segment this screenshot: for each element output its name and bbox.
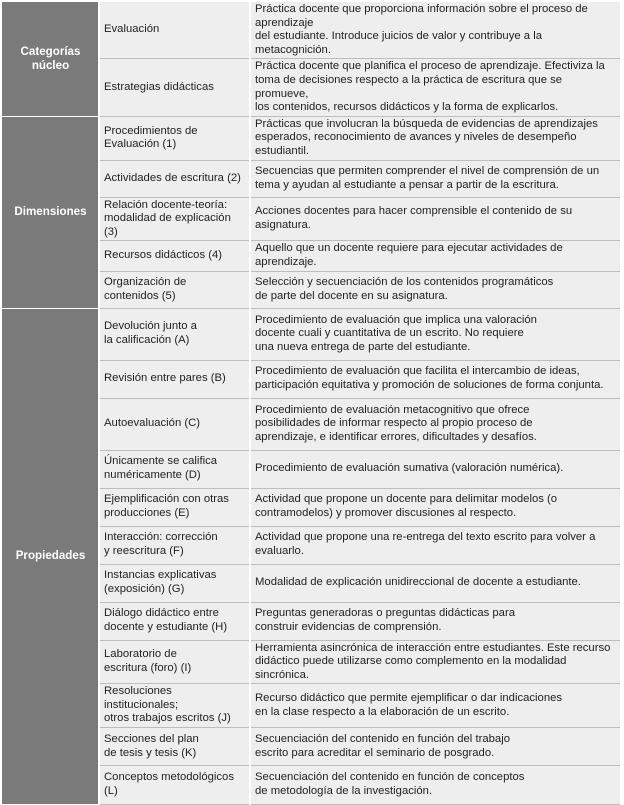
table-row: [2, 2, 620, 59]
definition-cell: Procedimiento de evaluación sumativa (valoración numérica).: [250, 450, 620, 488]
definition-cell: Herramienta asincrónica de interacción entre estudiantes. Este recurso didáctico puede utilizarse como complemento en la modalidad sincrónica.: [250, 640, 620, 684]
term-cell: Interacción: corrección y reescritura (F): [99, 526, 250, 564]
table-row: [2, 116, 620, 160]
definition-cell: Práctica docente que planifica el proceso de aprendizaje. Efectiviza la toma de decisiones respecto a la práctica de escritura que se promueve, los contenidos, recursos didácticos y la forma de explicarlos.: [250, 59, 620, 116]
term-cell: Laboratorio de escritura (foro) (I): [99, 640, 250, 684]
term-cell: Organización de contenidos (5): [99, 271, 250, 308]
definition-cell: Secuenciación del contenido en función del trabajo escrito para acreditar el seminario de posgrado.: [250, 728, 620, 766]
term-cell: Evaluación: [99, 2, 250, 59]
definition-cell: Procedimiento de evaluación que implica una valoración docente cuali y cuantitativa de un escrito. No requiere una nueva entrega de parte del estudiante.: [250, 308, 620, 360]
term-cell: Diálogo didáctico entre docente y estudiante (H): [99, 602, 250, 640]
term-cell: Resoluciones institucionales; otros trabajos escritos (J): [99, 684, 250, 728]
term-cell: Únicamente se califica numéricamente (D): [99, 450, 250, 488]
term-cell: Revisión entre pares (B): [99, 360, 250, 398]
definition-cell: Procedimiento de evaluación metacognitivo que ofrece posibilidades de informar respecto al propio proceso de aprendizaje, e identificar errores, dificultades y desafíos.: [250, 398, 620, 450]
categories-table: [2, 2, 620, 805]
category-cell: Propiedades: [2, 308, 99, 805]
table-row: [2, 308, 620, 360]
term-cell: Devolución junto a la calificación (A): [99, 308, 250, 360]
definition-cell: Selección y secuenciación de los contenidos programáticos de parte del docente en su asignatura.: [250, 271, 620, 308]
term-cell: Instancias explicativas (exposición) (G): [99, 564, 250, 602]
category-cell: Dimensiones: [2, 116, 99, 308]
definition-cell: Secuencias que permiten comprender el nivel de comprensión de un tema y ayudan al estudiante a pensar a partir de la escritura.: [250, 160, 620, 197]
table-body: [2, 2, 620, 805]
definition-cell: Procedimiento de evaluación que facilita el intercambio de ideas, participación equitativa y promoción de soluciones de forma conjunta.: [250, 360, 620, 398]
definition-cell: Preguntas generadoras o preguntas didácticas para construir evidencias de comprensión.: [250, 602, 620, 640]
definition-cell: Práctica docente que proporciona información sobre el proceso de aprendizaje del estudiante. Introduce juicios de valor y contribuye a la metacognición.: [250, 2, 620, 59]
term-cell: Estrategias didácticas: [99, 59, 250, 116]
term-cell: Conceptos metodológicos (L): [99, 766, 250, 805]
term-cell: Recursos didácticos (4): [99, 241, 250, 271]
definition-cell: Modalidad de explicación unidireccional de docente a estudiante.: [250, 564, 620, 602]
definition-cell: Actividad que propone un docente para delimitar modelos (o contramodelos) y promover discusiones al respecto.: [250, 488, 620, 526]
term-cell: Actividades de escritura (2): [99, 160, 250, 197]
term-cell: Ejemplificación con otras producciones (E): [99, 488, 250, 526]
term-cell: Procedimientos de Evaluación (1): [99, 116, 250, 160]
definition-cell: Actividad que propone una re-entrega del texto escrito para volver a evaluarlo.: [250, 526, 620, 564]
term-cell: Autoevaluación (C): [99, 398, 250, 450]
definition-cell: Prácticas que involucran la búsqueda de evidencias de aprendizajes esperados, reconocimiento de avances y niveles de desempeño estudiantil.: [250, 116, 620, 160]
term-cell: Secciones del plan de tesis y tesis (K): [99, 728, 250, 766]
definition-cell: Recurso didáctico que permite ejemplificar o dar indicaciones en la clase respecto a la elaboración de un escrito.: [250, 684, 620, 728]
definition-cell: Acciones docentes para hacer comprensible el contenido de su asignatura.: [250, 197, 620, 241]
definition-cell: Aquello que un docente requiere para ejecutar actividades de aprendizaje.: [250, 241, 620, 271]
term-cell: Relación docente-teoría: modalidad de explicación (3): [99, 197, 250, 241]
definition-cell: Secuenciación del contenido en función de conceptos de metodología de la investigación.: [250, 766, 620, 805]
category-cell: Categorías núcleo: [2, 2, 99, 116]
